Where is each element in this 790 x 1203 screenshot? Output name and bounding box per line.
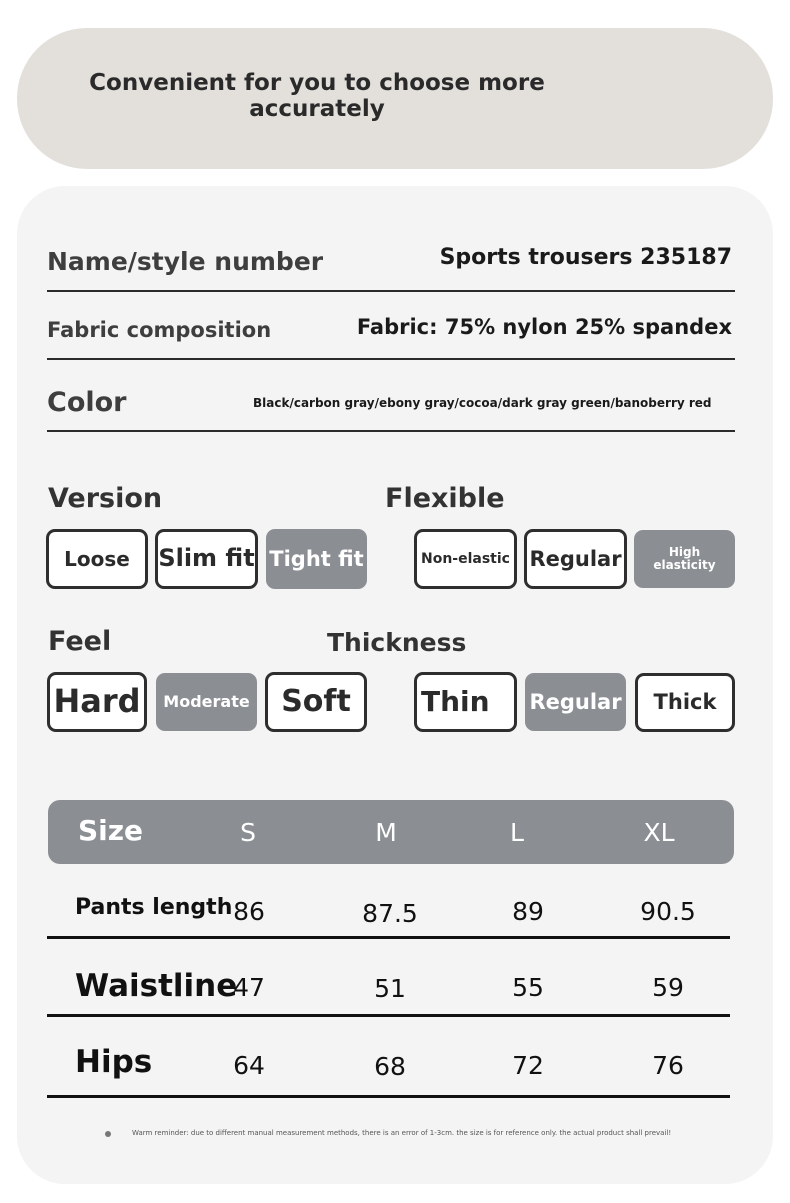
info-label-name: Name/style number: [47, 247, 324, 276]
table-row: [47, 880, 730, 939]
divider: [47, 1095, 730, 1098]
flexible-title: Flexible: [385, 483, 505, 514]
option-moderate[interactable]: Moderate: [156, 673, 257, 731]
option-non-elastic[interactable]: Non-elastic: [414, 529, 517, 589]
size-table-header: [48, 800, 734, 864]
size-header-label: Size: [78, 814, 144, 847]
table-cell: 64: [233, 1051, 265, 1080]
reminder-icon: [105, 1131, 111, 1137]
divider: [47, 430, 735, 432]
option-regular-flex[interactable]: Regular: [524, 529, 627, 589]
info-row-name: [47, 243, 735, 292]
table-cell: 89: [512, 897, 544, 926]
table-row: [47, 1040, 730, 1098]
info-value-name: Sports trousers 235187: [439, 245, 732, 270]
reminder-note: Warm reminder: due to different manual measurement methods, there is an error of 1-3cm. the size is for reference only. the actual product shall prevail!: [132, 1129, 672, 1137]
table-cell: 87.5: [362, 899, 418, 928]
info-value-fabric: Fabric: 75% nylon 25% spandex: [356, 315, 732, 339]
table-cell: 72: [512, 1051, 544, 1080]
feel-title: Feel: [48, 626, 112, 657]
table-cell: 59: [652, 973, 684, 1002]
banner-text: Convenient for you to choose more accurately: [89, 70, 545, 122]
info-label-color: Color: [47, 387, 127, 418]
row-label-hips: Hips: [75, 1044, 153, 1080]
option-thick[interactable]: Thick: [635, 673, 735, 732]
table-cell: 47: [233, 973, 265, 1002]
info-row-fabric: [47, 312, 735, 360]
table-cell: 86: [233, 897, 265, 926]
option-slim-fit[interactable]: Slim fit: [155, 529, 258, 589]
divider: [47, 1014, 730, 1017]
option-regular-thickness[interactable]: Regular: [525, 673, 626, 731]
option-hard[interactable]: Hard: [47, 672, 147, 732]
header-banner: [17, 28, 773, 169]
option-high-elasticity[interactable]: High elasticity: [634, 530, 735, 588]
option-soft[interactable]: Soft: [265, 672, 367, 732]
divider: [47, 358, 735, 360]
size-l: L: [510, 818, 524, 847]
option-loose[interactable]: Loose: [46, 529, 148, 589]
row-label-pants-length: Pants length: [75, 895, 233, 920]
table-cell: 68: [374, 1052, 406, 1081]
version-title: Version: [48, 483, 163, 514]
table-cell: 55: [512, 973, 544, 1002]
option-thin[interactable]: Thin: [414, 672, 517, 732]
option-tight-fit[interactable]: Tight fit: [266, 529, 367, 589]
size-xl: XL: [643, 818, 675, 847]
table-cell: 51: [374, 974, 406, 1003]
table-row: [47, 960, 730, 1017]
size-m: M: [375, 818, 397, 847]
info-value-color: Black/carbon gray/ebony gray/cocoa/dark gray green/banoberry red: [253, 396, 712, 410]
table-cell: 76: [652, 1051, 684, 1080]
table-cell: 90.5: [640, 897, 696, 926]
divider: [47, 290, 735, 292]
info-row-color: [47, 383, 735, 432]
info-label-fabric: Fabric composition: [47, 318, 272, 342]
thickness-title: Thickness: [327, 628, 467, 657]
size-s: S: [240, 818, 256, 847]
divider: [47, 936, 730, 939]
row-label-waistline: Waistline: [75, 968, 238, 1004]
